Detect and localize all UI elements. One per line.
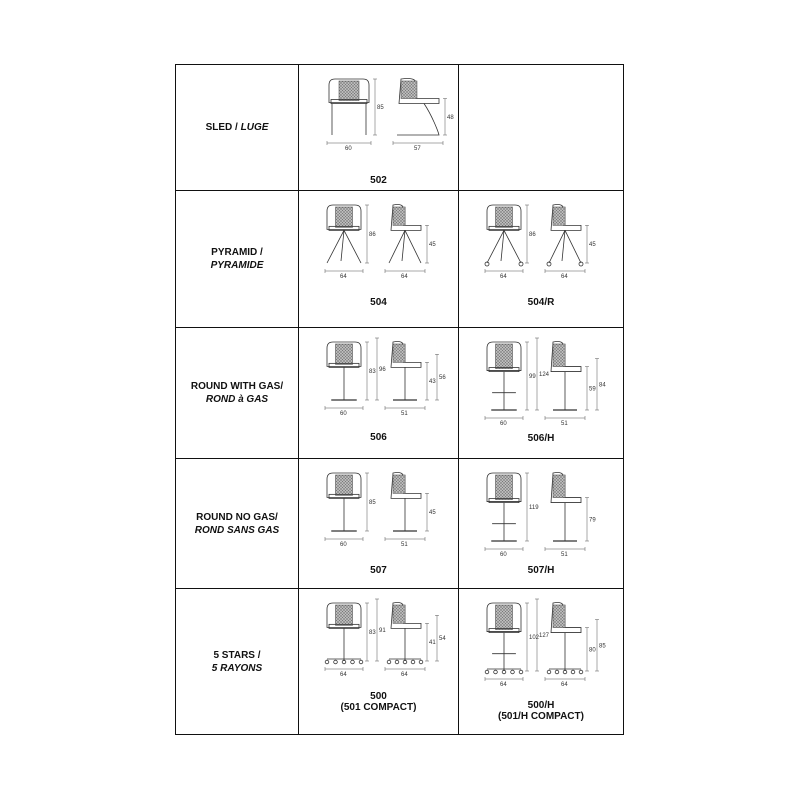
castor — [511, 670, 515, 674]
dimension-label: 80 — [589, 647, 596, 654]
mesh-backrest — [496, 605, 513, 630]
dimension-label: 60 — [345, 146, 352, 152]
mesh-backrest — [339, 81, 359, 101]
mesh-backrest — [336, 344, 353, 364]
castor — [351, 660, 355, 664]
model-code-compact: (501 COMPACT) — [340, 702, 417, 713]
label-fr: LUGE — [240, 122, 269, 133]
model-cell-500-h — [459, 589, 624, 735]
label-en: 5 STARS / — [213, 649, 261, 661]
model-code: 506 — [370, 432, 387, 443]
dimension-label: 86 — [529, 232, 536, 238]
chair-spec-table — [175, 64, 624, 735]
dimension-label: 102 — [529, 635, 540, 641]
dimension-label: 64 — [500, 682, 507, 688]
leg — [504, 230, 521, 263]
label-fr: 5 RAYONS — [211, 662, 263, 674]
model-code: 507/H — [527, 565, 555, 576]
mesh-backrest — [401, 81, 417, 99]
dimension-label: 54 — [439, 636, 446, 643]
mesh-backrest — [553, 344, 565, 367]
castor — [547, 670, 551, 674]
dimension-label: 60 — [500, 421, 507, 427]
leg — [344, 230, 361, 263]
dimension-label: 119 — [529, 505, 539, 511]
castor — [387, 660, 391, 664]
dimension-label: 64 — [401, 672, 408, 678]
model-cell-504 — [299, 191, 459, 328]
dimension-label: 124 — [539, 372, 550, 378]
dimension-label: 83 — [369, 369, 376, 375]
label-fr: ROND SANS GAS — [194, 524, 280, 536]
dimension-label: 43 — [429, 379, 436, 386]
model-code: 507 — [370, 565, 387, 576]
mesh-backrest — [393, 344, 405, 362]
dimension-label: 60 — [500, 552, 507, 558]
model-cell-506 — [299, 328, 459, 459]
dimension-label: 85 — [377, 105, 384, 111]
row-label-sled — [176, 65, 299, 191]
dimension-label: 45 — [589, 242, 596, 249]
empty-cell — [459, 65, 624, 191]
dimension-label: 45 — [429, 242, 436, 249]
castor — [419, 660, 423, 664]
row-label-5-stars — [176, 589, 299, 735]
dimension-label: 79 — [589, 517, 596, 524]
castor — [555, 670, 559, 674]
dimension-label: 86 — [369, 232, 376, 238]
dimension-label: 64 — [401, 274, 408, 280]
leg — [565, 230, 581, 263]
dimension-label: 85 — [369, 500, 376, 506]
mesh-backrest — [336, 475, 353, 495]
model-code: 502 — [370, 175, 387, 186]
castor — [411, 660, 415, 664]
dimension-label: 51 — [561, 552, 568, 558]
model-code: 500 — [370, 691, 387, 702]
label-fr: PYRAMIDE — [210, 260, 264, 271]
model-cell-504-r — [459, 191, 624, 328]
castor — [485, 670, 489, 674]
castor — [395, 660, 399, 664]
castor — [325, 660, 329, 664]
castor — [579, 670, 583, 674]
label-en: PYRAMID / — [211, 247, 263, 258]
dimension-label: 51 — [561, 421, 568, 427]
model-cell-500 — [299, 589, 459, 735]
mesh-backrest — [496, 207, 513, 227]
model-cell-507 — [299, 459, 459, 589]
castor — [519, 670, 523, 674]
mesh-backrest — [553, 475, 565, 498]
model-code: 504 — [370, 297, 387, 308]
castor — [334, 660, 338, 664]
mesh-backrest — [496, 475, 513, 500]
dimension-label: 56 — [439, 375, 446, 382]
dimension-label: 51 — [401, 411, 408, 417]
leg — [405, 230, 421, 263]
chair-drawing — [299, 65, 458, 190]
model-code: 500/H — [527, 700, 555, 711]
row-label-pyramid — [176, 191, 299, 328]
dimension-label: 45 — [429, 510, 436, 517]
model-code: 504/R — [527, 297, 555, 308]
dimension-label: 99 — [529, 374, 536, 380]
dimension-label: 64 — [340, 274, 347, 280]
label-en: SLED / — [205, 122, 238, 133]
castor — [359, 660, 363, 664]
dimension-label: 57 — [414, 146, 421, 152]
row-label-round-gas — [176, 328, 299, 459]
castor — [571, 670, 575, 674]
dimension-label: 84 — [599, 382, 606, 389]
mesh-backrest — [553, 605, 565, 628]
mesh-backrest — [496, 344, 513, 369]
dimension-label: 96 — [379, 367, 386, 373]
model-code-compact: (501/H COMPACT) — [498, 711, 584, 722]
dimension-label: 60 — [340, 542, 347, 548]
dimension-label: 64 — [500, 274, 507, 280]
label-en: ROUND WITH GAS/ — [190, 381, 284, 392]
model-cell-507-h — [459, 459, 624, 589]
dimension-label: 91 — [379, 628, 386, 634]
dimension-label: 60 — [340, 411, 347, 417]
castor — [494, 670, 498, 674]
dimension-label: 59 — [589, 386, 596, 393]
dimension-label: 64 — [340, 672, 347, 678]
dimension-label: 51 — [401, 542, 408, 548]
dimension-label: 48 — [447, 114, 454, 121]
mesh-backrest — [393, 605, 405, 623]
mesh-backrest — [336, 605, 353, 625]
dimension-label: 64 — [561, 682, 568, 688]
mesh-backrest — [393, 207, 405, 225]
dimension-label: 83 — [369, 630, 376, 636]
mesh-backrest — [393, 475, 405, 493]
dimension-label: 85 — [599, 643, 606, 650]
model-cell-506-h — [459, 328, 624, 459]
dimension-label: 127 — [539, 633, 550, 639]
model-code: 506/H — [527, 433, 555, 444]
dimension-label: 64 — [561, 274, 568, 280]
model-cell-502 — [299, 65, 459, 191]
dimension-label: 41 — [429, 640, 436, 647]
label-fr: ROND à GAS — [205, 394, 269, 405]
sled-frame — [397, 104, 439, 135]
label-en: ROUND NO GAS/ — [196, 511, 278, 523]
row-label-round-no-gas — [176, 459, 299, 589]
mesh-backrest — [553, 207, 565, 225]
mesh-backrest — [336, 207, 353, 227]
